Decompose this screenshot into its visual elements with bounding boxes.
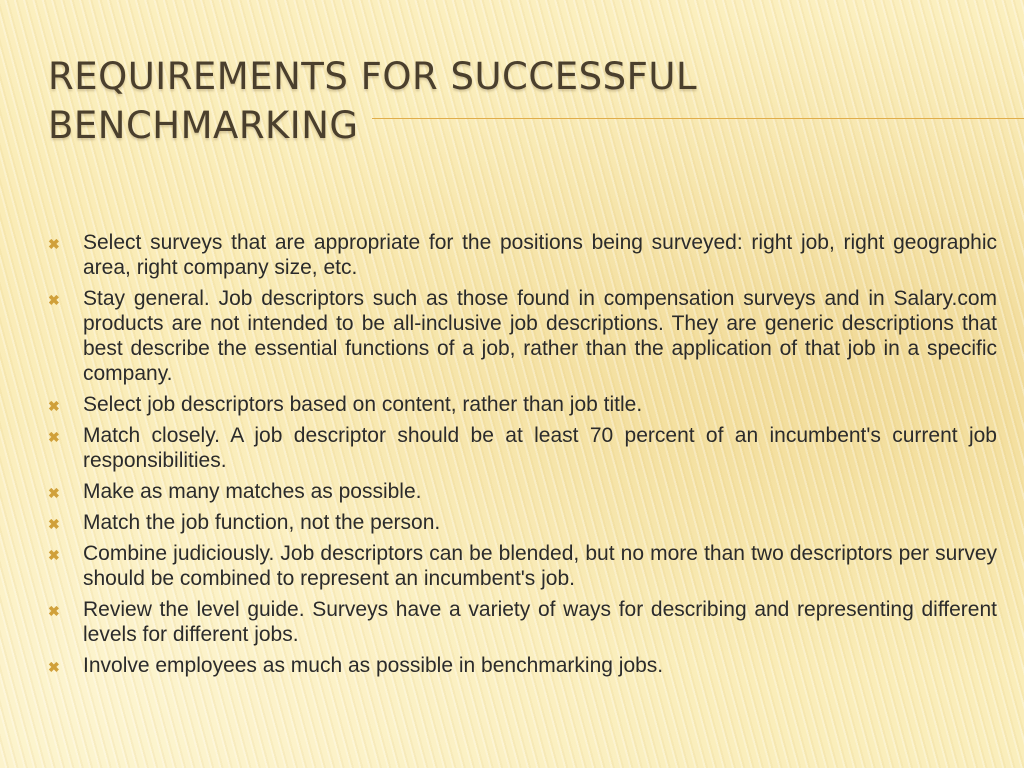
bullet-item	[48, 653, 997, 678]
bullet-item	[48, 286, 997, 386]
bullet-text: Select job descriptors based on content, rather than job title.	[83, 393, 643, 416]
bullet-list	[48, 230, 997, 684]
bullet-item	[48, 541, 997, 591]
x-mark-icon: ✖	[48, 398, 60, 414]
bullet-text: Make as many matches as possible.	[83, 480, 422, 503]
x-mark-icon: ✖	[48, 292, 60, 308]
bullet-text: Match closely. A job descriptor should be at least 70 percent of an incumbent's current job responsibilities.	[83, 424, 997, 472]
bullet-item	[48, 597, 997, 647]
x-mark-icon: ✖	[48, 485, 60, 501]
x-mark-icon: ✖	[48, 603, 60, 619]
bullet-item	[48, 479, 997, 504]
bullet-item	[48, 230, 997, 280]
x-mark-icon: ✖	[48, 236, 60, 252]
bullet-text: Match the job function, not the person.	[83, 511, 441, 534]
bullet-text: Select surveys that are appropriate for the positions being surveyed: right job, right geographic area, right company size, etc.	[83, 231, 997, 279]
slide-title: REQUIREMENTS FOR SUCCESSFUL BENCHMARKING	[48, 55, 698, 147]
x-mark-icon: ✖	[48, 659, 60, 675]
bullet-item	[48, 423, 997, 473]
bullet-text: Stay general. Job descriptors such as those found in compensation surveys and in Salary.com products are not intended to be all-inclusive job descriptions. They are generic descriptions that best describe the essential functions of a job, rather than the application of that job in a specific company.	[83, 287, 997, 385]
bullet-text: Combine judiciously. Job descriptors can be blended, but no more than two descriptors per survey should be combined to represent an incumbent's job.	[83, 542, 997, 590]
bullet-item	[48, 510, 997, 535]
title-underline	[372, 118, 1024, 119]
x-mark-icon: ✖	[48, 547, 60, 563]
bullet-text: Involve employees as much as possible in benchmarking jobs.	[83, 654, 664, 677]
x-mark-icon: ✖	[48, 429, 60, 445]
x-mark-icon: ✖	[48, 516, 60, 532]
bullet-item	[48, 392, 997, 417]
bullet-text: Review the level guide. Surveys have a variety of ways for describing and representing different levels for different jobs.	[83, 598, 997, 646]
